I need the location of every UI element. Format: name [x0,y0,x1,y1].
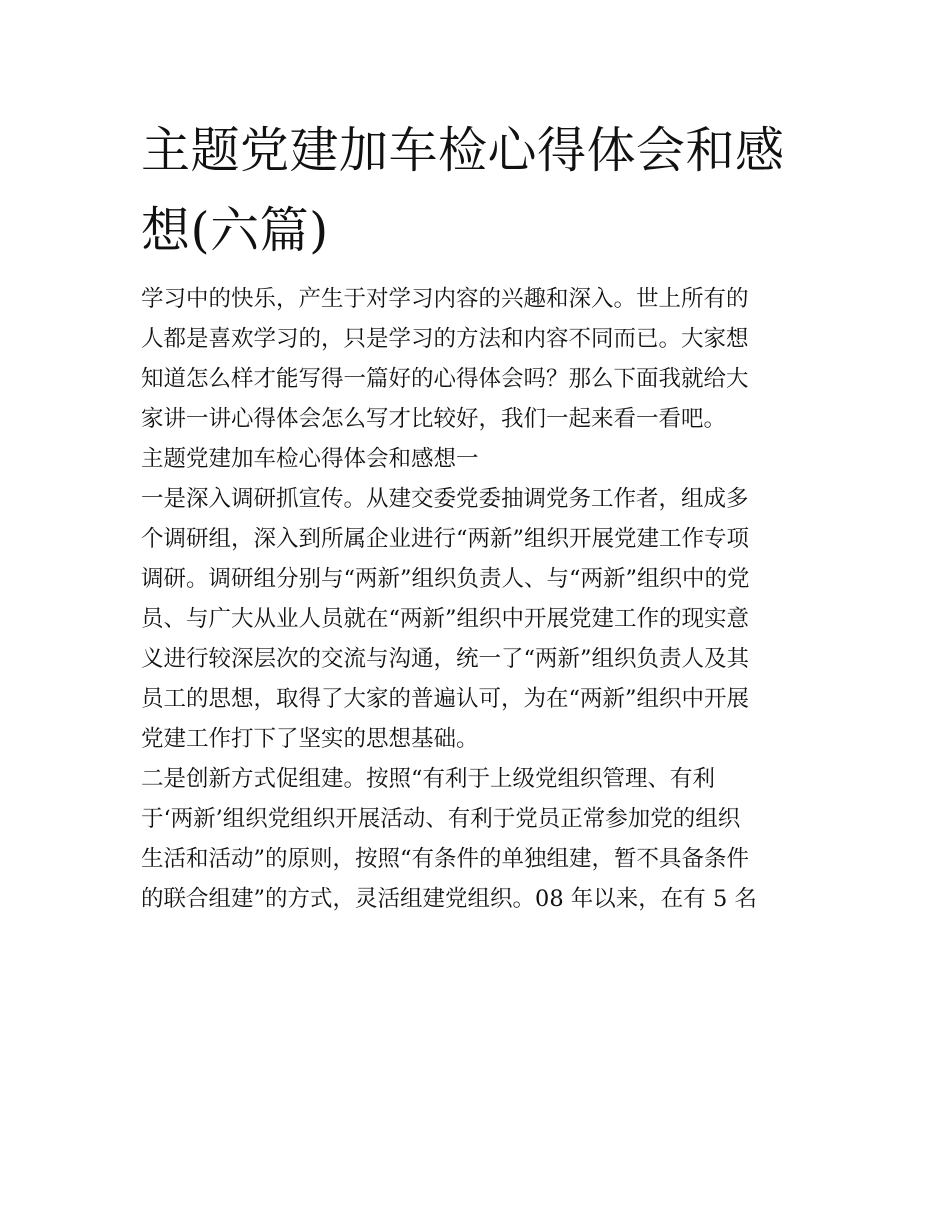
intro-line-1: 学习中的快乐，产生于对学习内容的兴趣和深入。世上所有的 [141,286,749,312]
document-title: 主题党建加车检心得体会和感 想(六篇) [141,122,785,259]
intro-line-3: 知道怎么样才能写得一篇好的心得体会吗？那么下面我就给大 [141,366,749,392]
paragraph-one-line-2: 个调研组，深入到所属企业进行“两新”组织开展党建工作专项 [141,526,750,552]
paragraph-one-line-7: 党建工作打下了坚实的思想基础。 [141,726,479,752]
section-heading: 主题党建加车检心得体会和感想一 [141,446,479,472]
paragraph-one-line-4: 员、与广大从业人员就在“两新”组织中开展党建工作的现实意 [141,606,750,632]
paragraph-two-line-4: 的联合组建”的方式，灵活组建党组织。08 年以来，在有 5 名 [141,886,757,912]
paragraph-two-line-2: 于‘两新’组织党组织开展活动、有利于党员正常参加党的组织 [141,806,741,832]
paragraph-two-line-3: 生活和活动”的原则，按照“有条件的单独组建，暂不具备条件 [141,846,750,872]
paragraph-one-line-5: 义进行较深层次的交流与沟通，统一了“两新”组织负责人及其 [141,646,750,672]
intro-line-4: 家讲一讲心得体会怎么写才比较好，我们一起来看一看吧。 [141,406,727,432]
paragraph-two-line-1: 二是创新方式促组建。按照“有利于上级党组织管理、有利 [141,766,716,792]
paragraph-one-line-3: 调研。调研组分别与“两新”组织负责人、与“两新”组织中的党 [141,566,750,592]
paragraph-one-line-1: 一是深入调研抓宣传。从建交委党委抽调党务工作者，组成多 [141,486,749,512]
intro-line-2: 人都是喜欢学习的，只是学习的方法和内容不同而已。大家想 [141,326,749,352]
document-body [141,279,811,919]
paragraph-one-line-6: 员工的思想，取得了大家的普遍认可，为在“两新”组织中开展 [141,686,750,712]
